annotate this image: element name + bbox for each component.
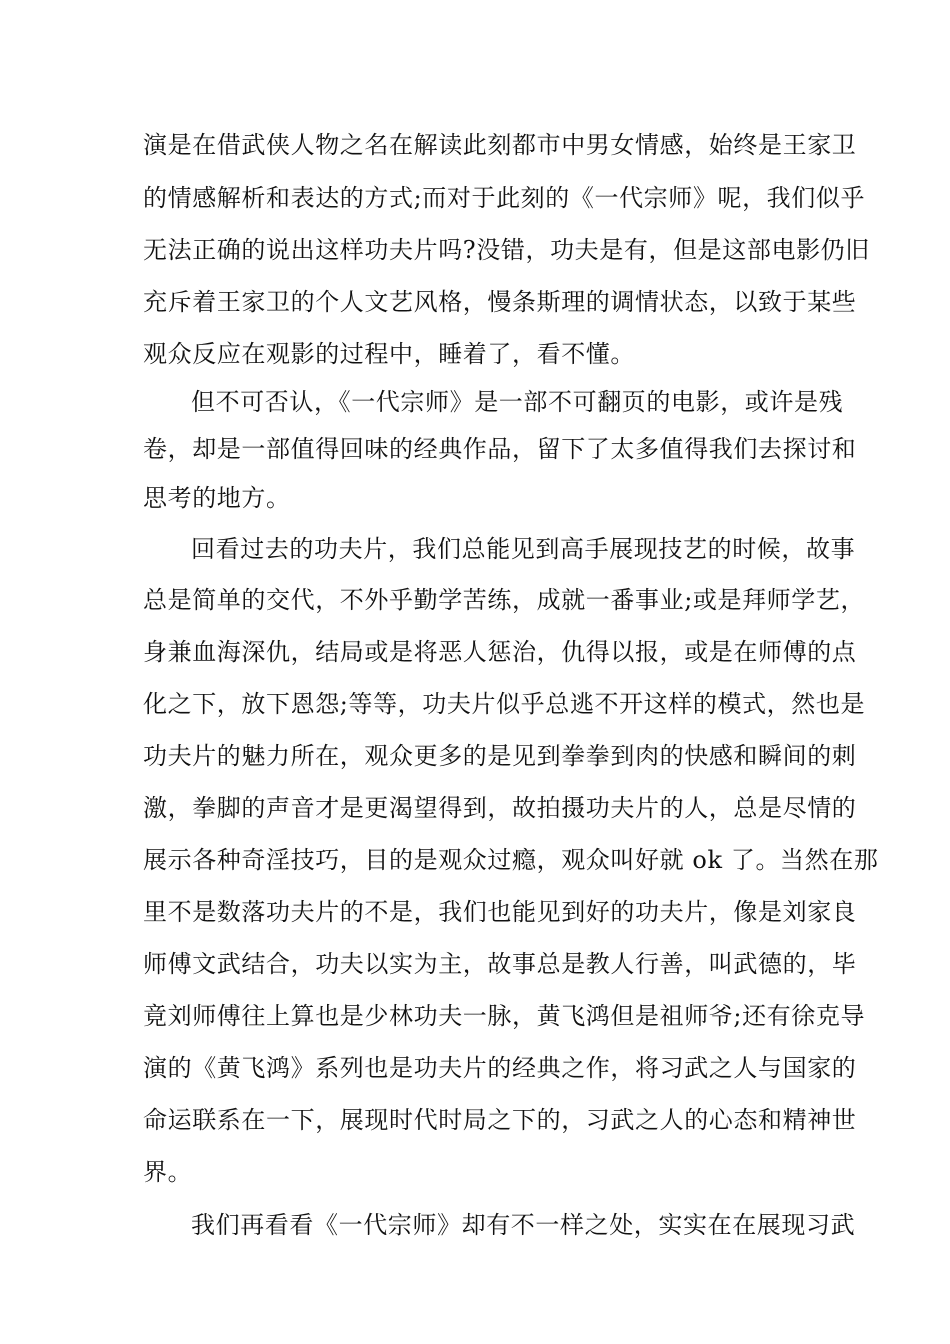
paragraph-first-line: 我们再看看《一代宗师》却有不一样之处，实实在在展现习武 <box>191 1211 856 1239</box>
text-line: 激，拳脚的声音才是更渴望得到，故拍摄功夫片的人，总是尽情的 <box>143 794 857 822</box>
paragraph-first-line: 但不可否认，《一代宗师》是一部不可翻页的电影，或许是残 <box>191 388 844 416</box>
text-line: 充斥着王家卫的个人文艺风格，慢条斯理的调情状态，以致于某些 <box>143 288 857 316</box>
text-line: 身兼血海深仇，结局或是将恶人惩治，仇得以报，或是在师傅的点 <box>143 638 857 666</box>
text-line: 展示各种奇淫技巧，目的是观众过瘾，观众叫好就 ok 了。当然在那 <box>143 846 879 874</box>
text-line: 无法正确的说出这样功夫片吗?没错，功夫是有，但是这部电影仍旧 <box>143 236 870 264</box>
text-line: 观众反应在观影的过程中，睡着了，看不懂。 <box>143 340 635 368</box>
text-line: 卷，却是一部值得回味的经典作品，留下了太多值得我们去探讨和 <box>143 435 857 463</box>
text-line: 师傅文武结合，功夫以实为主，故事总是教人行善，叫武德的，毕 <box>143 950 857 978</box>
text-line: 功夫片的魅力所在，观众更多的是见到拳拳到肉的快感和瞬间的刺 <box>143 742 857 770</box>
text-line: 竟刘师傅往上算也是少林功夫一脉，黄飞鸿但是祖师爷;还有徐克导 <box>143 1002 866 1030</box>
text-line: 的情感解析和表达的方式;而对于此刻的《一代宗师》呢，我们似乎 <box>143 184 866 212</box>
text-line: 演是在借武侠人物之名在解读此刻都市中男女情感，始终是王家卫 <box>143 131 857 159</box>
text-line: 界。 <box>143 1158 193 1186</box>
text-line: 里不是数落功夫片的不是，我们也能见到好的功夫片，像是刘家良 <box>143 898 857 926</box>
text-line: 命运联系在一下，展现时代时局之下的，习武之人的心态和精神世 <box>143 1106 857 1134</box>
text-line: 化之下，放下恩怨;等等，功夫片似乎总逃不开这样的模式，然也是 <box>143 690 866 718</box>
text-line: 演的《黄飞鸿》系列也是功夫片的经典之作，将习武之人与国家的 <box>143 1054 857 1082</box>
paragraph-first-line: 回看过去的功夫片，我们总能见到高手展现技艺的时候，故事 <box>191 535 856 563</box>
text-line: 思考的地方。 <box>143 484 291 512</box>
text-line: 总是简单的交代，不外乎勤学苦练，成就一番事业;或是拜师学艺， <box>143 586 866 614</box>
